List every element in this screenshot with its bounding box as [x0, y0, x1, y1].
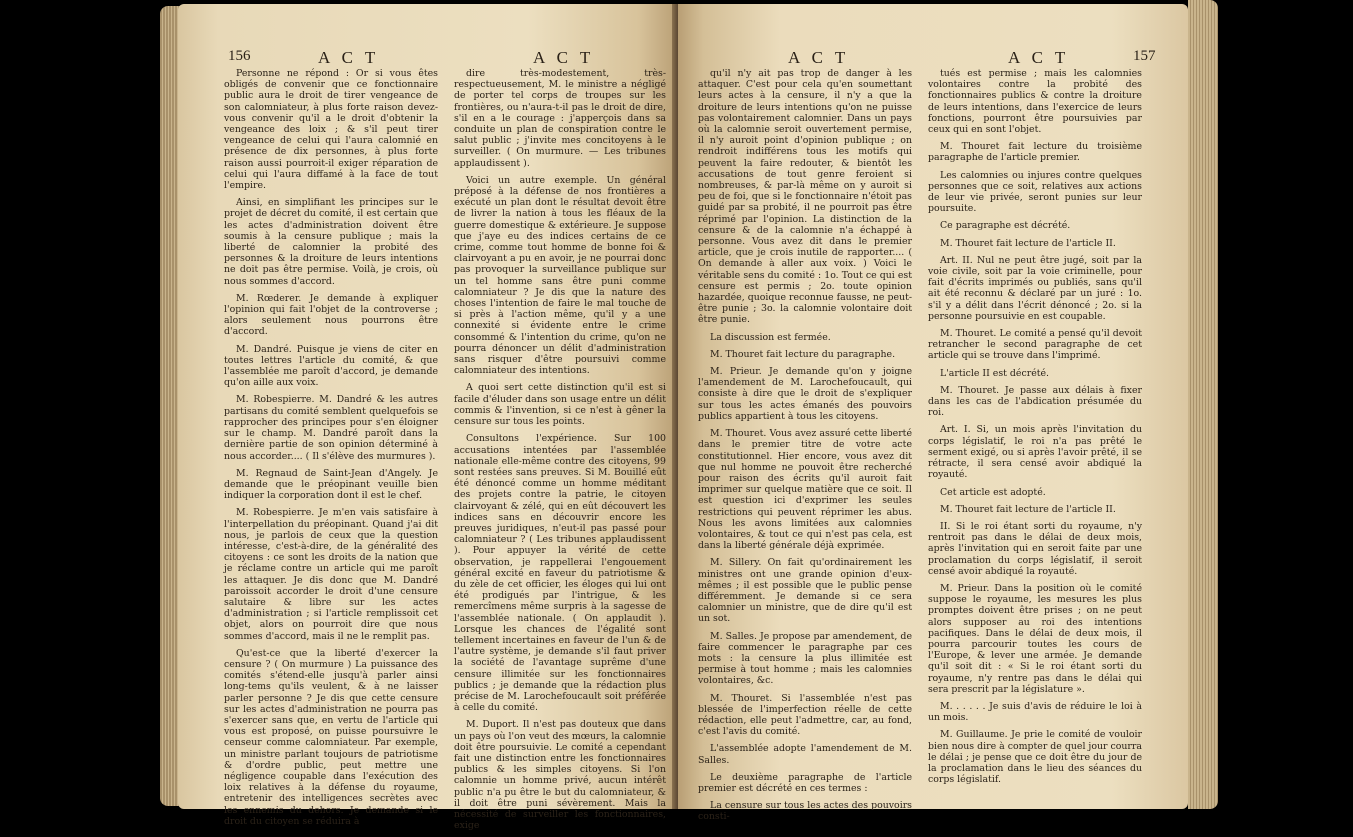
paragraph: M. Thouret. Je passe aux délais à fixer dans les cas de l'abdication présumée du roi. [928, 384, 1142, 419]
paragraph: Cet article est adopté. [940, 486, 1046, 498]
paragraph: Qu'est-ce que la liberté d'exercer la censure ? ( On murmure ) La puissance des comités s'étend-elle jusqu'à parler ainsi long-tems qu'ils veulent, & à ne laisser parler personne ? Je dis que cette censure sur les actes d'administration ne pourra pas s'exercer sans que, en vertu de l'article qui vous est proposé, on puisse poursuivre le censeur comme calomniateur. Par exemple, un ministre parlant toujours de patriotisme & d'ordre public, peut mettre une négligence coupable dans l'exécution des loix relatives à la défense du royaume, entretenir des intelligences secrètes avec les ennemis du dehors. Je demande si le droit du citoyen se réduira à [224, 647, 438, 827]
paragraph: M. Thouret fait lecture de l'article II. [940, 503, 1116, 515]
paragraph: M. Prieur. Je demande qu'on y joigne l'amendement de M. Larochefoucault, qui consiste à dire que le droit de s'expliquer sur tous les actes émanés des pouvoirs publics appartient à tous les citoyens. [698, 366, 912, 422]
paragraph: Consultons l'expérience. Sur 100 accusations intentées par l'assemblée nationale elle-même contre des citoyens, 99 sont restées sans preuves. Si M. Bouillé eût été dénoncé comme un homme méditant des projets contre la patrie, le citoyen clairvoyant & zélé, qui en eût découvert les indices sans en découvrir encore les preuves juridiques, n'eut-il pas passé pour calomniateur ? ( Les tribunes applaudissent ). Pour appuyer la vérité de cette observation, je rappellerai l'engouement général excité en faveur du patriotisme & du zèle de cet officier, les éloges qui lui ont été prodigués par l'intrigue, & les remercîmens même surpris à la sagesse de l'assemblée nationale. ( On applaudit ). Lorsque les chances de l'égalité sont tellement incertaines en faveur de l'un & de l'autre système, je demande s'il faut priver la société de l'avantage suprême d'une censure illimitée sur les fonctionnaires publics ; je demande que la rédaction plus précise de M. Larochefoucault soit préférée à celle du comité. [454, 433, 666, 714]
right-page-stack-edge [1188, 0, 1218, 809]
paragraph: M. Salles. Je propose par amendement, de faire commencer le paragraphe par ces mots : la censure la plus illimitée est permise à tout homme ; mais les calomnies volontaires, &c. [698, 630, 912, 687]
paragraph: M. Prieur. Dans la position où le comité suppose le royaume, les mesures les plus promptes doivent être prises ; on ne peut alors supposer au roi des intentions pacifiques. Dans le délai de deux mois, il pourra parcourir toutes les cours de l'Europe, & lever une armée. Je demande qu'il soit dit : « Si le roi étant sorti du royaume, n'y rentre pas dans le délai qui sera prescrit par la législature ». [928, 582, 1142, 695]
paragraph: Personne ne répond : Or si vous êtes obligés de convenir que ce fonctionnaire public aura le droit de tirer vengeance de son calomniateur, à plus forte raison devez-vous convenir qu'il a le droit d'obtenir la vengeance des loix ; & s'il peut tirer vengeance de celui qui l'aura calomnié en présence de dix personnes, à plus forte raison aussi pourroit-il exiger réparation de celui qui l'aura diffamé à la face de tout l'empire. [224, 68, 438, 192]
paragraph: M. Thouret. Le comité a pensé qu'il devoit retrancher le second paragraphe de cet article qui se trouve dans l'imprimé. [928, 328, 1142, 362]
paragraph: M. Rœderer. Je demande à expliquer l'opinion qui fait l'objet de la controverse ; alors seulement nous pourrons être d'accord. [224, 292, 438, 338]
running-head: A C T [1008, 48, 1070, 67]
paragraph: La discussion est fermée. [710, 331, 831, 343]
paragraph: Art. I. Si, un mois après l'invitation du corps législatif, le roi n'a pas prêté le serment exigé, ou si après l'avoir prêté, il se rétracte, il sera censé avoir abdiqué la royauté. [928, 424, 1142, 481]
paragraph: qu'il n'y ait pas trop de danger à les attaquer. C'est pour cela qu'en soumettant leurs actes à la censure, il n'y a que la droiture de leurs intentions qu'on ne puisse pas volontairement calomnier. Dans un pays où la calomnie seroit ouvertement permise, il n'y auroit point d'opinion publique ; on rendroit indifférens tous les motifs qui peuvent la faire redouter, & bientôt les accusations de tout genre feroient si nombreuses, & par-là même on y auroit si peu de foi, que si le fonctionnaire n'étoit pas guidé par sa probité, il ne pourroit pas être réprimé par l'opinion. La distinction de la censure & de la calomnie n'a échappé à personne. Vous avez dit dans le premier article, que je crois inutile de rapporter.... ( On demande à aller aux voix. ) Voici le véritable sens du comité : 1o. Tout ce qui est censure est permis ; 2o. toute opinion hazardée, quoique reconnue fausse, ne peut-être punie ; 3o. la calomnie volontaire doit être punie. [698, 68, 912, 326]
paragraph: M. Robespierre. Je m'en vais satisfaire à l'interpellation du préopinant. Quand j'ai dit nous, je parlois de ceux que la question intéresse, c'est-à-dire, de la généralité des citoyens : ce sont les droits de la nation que je réclame contre un article qui me paroît les attaquer. Je dis donc que M. Dandré paroissoit accorder le droit d'une censure salutaire & libre sur les actes d'administration ; si l'article remplissoit cet objet, alors on pourroit dire que nous sommes d'accord, mais il ne le remplit pas. [224, 507, 438, 642]
paragraph: M. Duport. Il n'est pas douteux que dans un pays où l'on veut des mœurs, la calomnie doit être poursuivie. Le comité a cependant fait une distinction entre les fonctionnaires publics & les simples citoyens. Si l'on calomnie un homme privé, aucun intérêt public n'a pu être le but du calomniateur, & il doit être puni sévèrement. Mais la nécessité de surveiller les fonctionnaires, exige [454, 719, 666, 832]
text-column [928, 68, 1142, 791]
paragraph: M. . . . . . Je suis d'avis de réduire le loi à un mois. [928, 700, 1142, 724]
paragraph: Voici un autre exemple. Un général préposé à la défense de nos frontières a exécuté un plan dont le résultat devoit être de livrer la nation à tous les fléaux de la guerre domestique & extérieure. Je suppose que j'aye eu des indices certains de ce crime, comme tout homme de bonne foi & clairvoyant a pu en avoir, je ne pourrai donc pas provoquer la surveillance publique sur un tel homme sans être puni comme calomniateur ? Je dis que la nature des choses l'intention de faire le mal touche de si près à l'action même, qu'il y a une connexité si évidente entre le crime consommé & l'intention du crime, qu'on ne pourra dénoncer un délit d'administration sans risquer d'être poursuivi comme calomniateur des intentions. [454, 174, 666, 377]
paragraph: Ainsi, en simplifiant les principes sur le projet de décret du comité, il est certain que les actes d'administration doivent être soumis à la censure publique ; mais la liberté de calomnier la probité des personnes & la droiture de leurs intentions ne doit pas être permise. Voilà, je crois, où nous sommes d'accord. [224, 197, 438, 287]
running-head: A C T [533, 48, 595, 67]
page-number: 157 [1133, 48, 1156, 64]
paragraph: M. Thouret fait lecture du paragraphe. [710, 348, 896, 360]
paragraph: M. Thouret fait lecture du troisième paragraphe de l'article premier. [928, 141, 1142, 164]
paragraph: M. Thouret. Si l'assemblée n'est pas blessée de l'imperfection réelle de cette rédaction, elle peut l'admettre, car, au fond, c'est l'avis du comité. [698, 692, 912, 738]
paragraph: Ce paragraphe est décrété. [940, 220, 1071, 232]
paragraph: M. Sillery. On fait qu'ordinairement les ministres ont une grande opinion d'eux-mêmes ; il est possible que le public pense différemment. Je demande si ce sera calomnier un ministre, que de dire qu'il est un sot. [698, 557, 912, 625]
paragraph: La censure sur tous les actes des pouvoirs consti- [698, 800, 912, 823]
paragraph: M. Guillaume. Je prie le comité de vouloir bien nous dire à compter de quel jour courra le délai ; je pense que ce doit être du jour de la proclamation dans le lieu des séances du corps législatif. [928, 729, 1142, 786]
open-book [178, 4, 1188, 832]
left-page-stack-edge [160, 6, 180, 806]
paragraph: Le deuxième paragraphe de l'article premier est décrété en ces termes : [698, 771, 912, 794]
right-page [678, 4, 1188, 823]
paragraph: M. Thouret. Vous avez assuré cette liberté dans le premier titre de votre acte constitutionnel. Hier encore, vous avez dit que nul homme ne pouvoit être recherché pour raison des écrits qu'il auroit fait imprimer sur quelque matière que ce soit. Il est question ici d'exprimer les seules restrictions qui peuvent réprimer les abus. Nous les avons limitées aux calomnies volontaires, & tout ce qui n'est pas cela, est dans la liberté générale déjà exprimée. [698, 428, 912, 552]
paragraph: M. Dandré. Puisque je viens de citer en toutes lettres l'article du comité, & que l'assemblée me paroît d'accord, je demande qu'on aille aux voix. [224, 343, 438, 389]
left-page [178, 4, 678, 832]
paragraph: M. Robespierre. M. Dandré & les autres partisans du comité semblent quelquefois se rapprocher des principes pour s'en éloigner sur le champ. M. Dandré paroît dans la dernière partie de son opinion déterminé à nous accorder.... ( Il s'élève des murmures ). [224, 394, 438, 462]
running-head: A C T [788, 48, 850, 67]
paragraph: M. Regnaud de Saint-Jean d'Angely. Je demande que le préopinant veuille bien indiquer la corporation dont il est le chef. [224, 467, 438, 502]
text-column [698, 68, 912, 829]
page-number: 156 [228, 48, 251, 64]
paragraph: L'assemblée adopte l'amendement de M. Salles. [698, 743, 912, 766]
paragraph: L'article II est décrété. [940, 367, 1050, 379]
paragraph: A quoi sert cette distinction qu'il est si facile d'éluder dans son usage entre un délit commis & l'invention, si ce n'est à gêner la censure sur tous les points. [454, 382, 666, 428]
text-column [224, 68, 438, 833]
paragraph: Les calomnies ou injures contre quelques personnes que ce soit, relatives aux actions de leur vie privée, seront punies sur leur poursuite. [928, 169, 1142, 215]
text-column [454, 68, 666, 837]
paragraph: Art. II. Nul ne peut être jugé, soit par la voie civile, soit par la voie criminelle, pour fait d'écrits imprimés ou publiés, sans qu'il ait été reconnu & déclaré par un juré : 1o. s'il y a délit dans l'écrit dénoncé ; 2o. si la personne poursuivie en est coupable. [928, 254, 1142, 322]
running-head: A C T [318, 48, 380, 67]
paragraph: II. Si le roi étant sorti du royaume, n'y rentroit pas dans le délai de deux mois, après l'invitation qui en seroit faite par une proclamation du corps législatif, il seroit censé avoir abdiqué la royauté. [928, 520, 1142, 577]
paragraph: M. Thouret fait lecture de l'article II. [940, 237, 1116, 249]
paragraph: dire très-modestement, très-respectueusement, M. le ministre a négligé de porter tel corps de troupes sur les frontières, ou n'aura-t-il pas le droit de dire, s'il en a le courage : j'apperçois dans sa conduite un plan de conspiration contre le salut public ; j'invite mes concitoyens à le surveiller. ( On murmure. — Les tribunes applaudissent ). [454, 68, 666, 169]
paragraph: tués est permise ; mais les calomnies volontaires contre la probité des fonctionnaires publics & contre la droiture de leurs intentions, dans l'exercice de leurs fonctions, pourront être poursuivies par ceux qui en sont l'objet. [928, 68, 1142, 136]
